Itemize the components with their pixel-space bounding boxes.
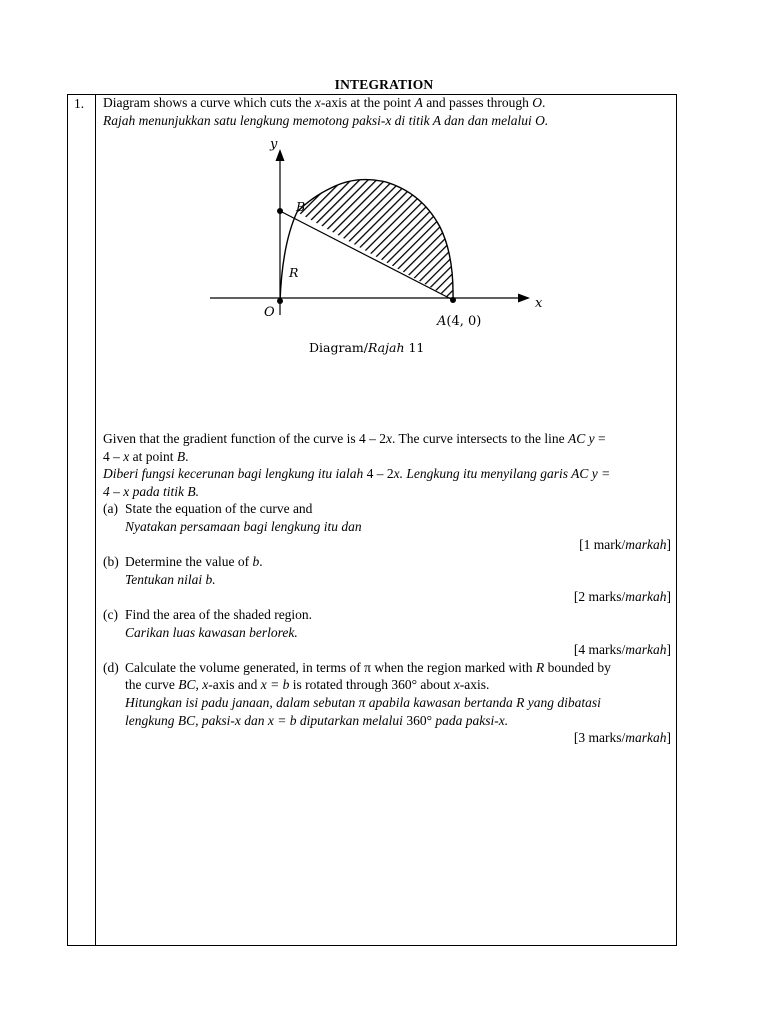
intro-english: Diagram shows a curve which cuts the x-axis at the point A and passes through O. [103,95,546,110]
given-english-2: 4 – x at point B. [103,448,189,464]
given-malay-1: Diberi fungsi kecerunan bagi lengkung itu ialah 4 – 2x. Lengkung itu menyilang garis AC y = [103,466,611,482]
question-intro [103,94,671,129]
given-english-1: Given that the gradient function of the curve is 4 – 2x. The curve intersects to the line AC y = [103,431,606,446]
region-r-label: R [289,265,299,280]
point-o [277,298,283,304]
point-a-label: A(4, 0) [437,314,482,329]
intro-malay: Rajah menunjukkan satu lengkung memotong paksi-x di titik A dan dan melalui O. [103,112,549,128]
column-divider [95,94,96,946]
marks-a: [1 mark/markah] [579,536,671,552]
point-c [277,208,283,214]
x-axis-label: x [535,296,543,311]
x-axis-arrow-icon [518,294,530,303]
part-c: (c) Find the area of the shaded region. Carikan luas kawasan berlorek. [4 marks/markah] [103,606,671,658]
marks-b: [2 marks/markah] [573,589,671,605]
part-a: (a) State the equation of the curve and Nyatakan persamaan bagi lengkung itu dan [1 mark/markah] [103,501,671,552]
given-malay-2: 4 – x pada titik B. [103,483,199,499]
shaded-region [297,180,453,300]
marks-d: [3 marks/markah] [573,730,671,746]
point-b-label: B [296,199,306,214]
page-title: INTEGRATION [334,77,434,92]
curve-diagram [200,135,550,335]
part-b: (b) Determine the value of b. Tentukan nilai b. [2 marks/markah] [103,554,671,605]
part-d: (d) Calculate the volume generated, in terms of π when the region marked with R bounded by the curve BC, x-axis and x = b is rotated through 360° about x-axis. Hitungkan isi padu janaan, dalam sebutan π apabila kawasan bertanda R yang dibatasi lengkung BC, paksi-x dan x = b diputarkan melalui 360° pada paksi-x. [3 marks/markah] [103,659,671,746]
given-info [103,430,671,747]
point-a [450,297,456,303]
marks-c: [4 marks/markah] [573,642,671,658]
diagram-caption: Diagram/Rajah 11 [309,340,425,355]
y-axis-label: y [270,137,278,152]
question-number: 1. [74,96,85,111]
origin-label: O [264,305,275,320]
